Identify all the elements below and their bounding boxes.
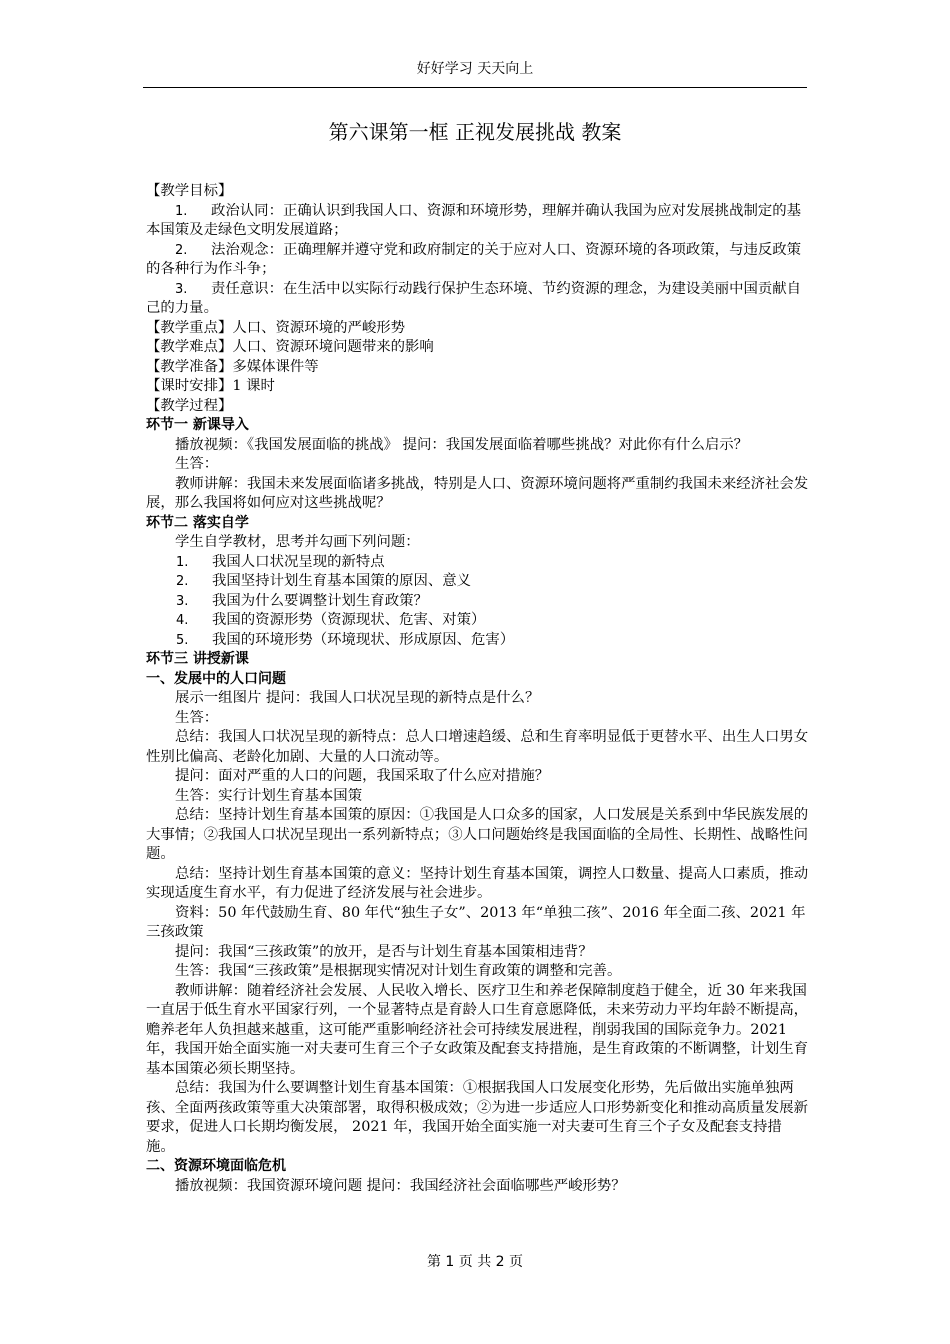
paragraph: 提问：面对严重的人口的问题，我国采取了什么应对措施？ (175, 768, 550, 784)
document-body (146, 182, 810, 1196)
objective-item: 1. 政治认同：正确认识到我国人口、资源和环境形势，理解并确认我国为应对发展挑战制定的基本国策及走绿色文明发展道路； (146, 202, 802, 238)
paragraph: 教师讲解：随着经济社会发展、人民收入增长、医疗卫生和养老保障制度趋于健全，近 30 年来我国一直居于低生育水平国家行列，一个显著特点是育龄人口生育意愿降低，未来劳动力平均年龄不断提高，赡养老年人负担越来越重，这可能严重影响经济社会可持续发展进程，削弱我国的国际竞争力。2021 年，我国开始全面实施一对夫妻可生育三个子女政策及配套支持措施，是生育政策的不断调整，计划生育基本国策必须长期坚持。 (146, 982, 808, 1077)
list-item: 2. 我国坚持计划生育基本国策的原因、意义 (176, 573, 472, 589)
paragraph: 生答： (175, 709, 219, 726)
paragraph: 教师讲解：我国未来发展面临诸多挑战，特别是人口、资源环境问题将严重制约我国未来经济社会发展，那么我国将如何应对这些挑战呢？ (146, 475, 809, 511)
preparation: 【教学准备】多媒体课件等 (146, 358, 319, 375)
objective-item: 3. 责任意识：在生活中以实际行动践行保护生态环境、节约资源的理念，为建设美丽中国贡献自己的力量。 (146, 280, 802, 316)
subsection-heading: 二、资源环境面临危机 (146, 1158, 286, 1174)
paragraph: 总结：我国人口状况呈现的新特点：总人口增速趋缓、总和生育率明显低于更替水平、出生人口男女性别比偏高、老龄化加剧、大量的人口流动等。 (146, 729, 809, 765)
section1-heading: 环节一 新课导入 (146, 417, 249, 433)
key-point: 【教学重点】人口、资源环境的严峻形势 (146, 319, 406, 336)
paragraph: 播放视频：我国资源环境问题 提问：我国经济社会面临哪些严峻形势？ (175, 1177, 626, 1194)
paragraph: 总结：坚持计划生育基本国策的意义：坚持计划生育基本国策，调控人口数量、提高人口素质，推动实现适度生育水平，有力促进了经济发展与社会进步。 (146, 865, 809, 901)
paragraph: 学生自学教材，思考并勾画下列问题： (175, 534, 420, 550)
paragraph: 播放视频：《我国发展面临的挑战》 提问：我国发展面临着哪些挑战？对此你有什么启示？ (175, 436, 749, 453)
objectives-heading: 【教学目标】 (146, 183, 233, 199)
section3-heading: 环节三 讲授新课 (146, 651, 249, 667)
paragraph: 生答：实行计划生育基本国策 (175, 787, 363, 804)
list-item: 4. 我国的资源形势（资源现状、危害、对策） (176, 612, 486, 628)
page-header: 好好学习 天天向上 (416, 61, 534, 77)
paragraph: 资料：50 年代鼓励生育、80 年代“独生子女”、2013 年“单独二孩”、2016 年全面二孩、2021 年三孩政策 (146, 904, 806, 940)
header-rule (143, 87, 807, 88)
paragraph: 生答： (175, 456, 219, 472)
process-heading: 【教学过程】 (146, 397, 233, 414)
paragraph: 总结：坚持计划生育基本国策的原因：①我国是人口众多的国家，人口发展是关系到中华民族发展的大事情；②我国人口状况呈现出一系列新特点；③人口问题始终是我国面临的全局性、长期性、战略性问题。 (146, 807, 809, 862)
paragraph: 总结：我国为什么要调整计划生育基本国策：①根据我国人口发展变化形势，先后做出实施单独两孩、全面两孩政策等重大决策部署，取得积极成效；②为进一步适应人口形势新变化和推动高质量发展新要求，促进人口长期均衡发展， 2021 年，我国开始全面实施一对夫妻可生育三个子女及配套支持措施。 (146, 1080, 808, 1155)
list-item: 5. 我国的环境形势（环境现状、形成原因、危害） (176, 631, 515, 648)
difficulty: 【教学难点】人口、资源环境问题带来的影响 (146, 339, 434, 355)
paragraph: 生答：我国“三孩政策”是根据现实情况对计划生育政策的调整和完善。 (175, 963, 622, 979)
document-title: 第六课第一框 正视发展挑战 教案 (328, 120, 622, 144)
page-footer: 第 1 页 共 2 页 (426, 1254, 524, 1270)
paragraph: 提问：我国“三孩政策”的放开，是否与计划生育基本国策相违背？ (175, 943, 593, 960)
objective-item: 2. 法治观念：正确理解并遵守党和政府制定的关于应对人口、资源环境的各项政策，与违反政策的各种行为作斗争； (146, 241, 802, 277)
list-item: 1. 我国人口状况呈现的新特点 (176, 553, 385, 570)
subsection-heading: 一、发展中的人口问题 (146, 670, 286, 687)
section2-heading: 环节二 落实自学 (146, 514, 249, 531)
paragraph: 展示一组图片 提问：我国人口状况呈现的新特点是什么？ (175, 690, 540, 706)
list-item: 3. 我国为什么要调整计划生育政策？ (176, 592, 428, 609)
schedule: 【课时安排】1 课时 (146, 378, 275, 394)
